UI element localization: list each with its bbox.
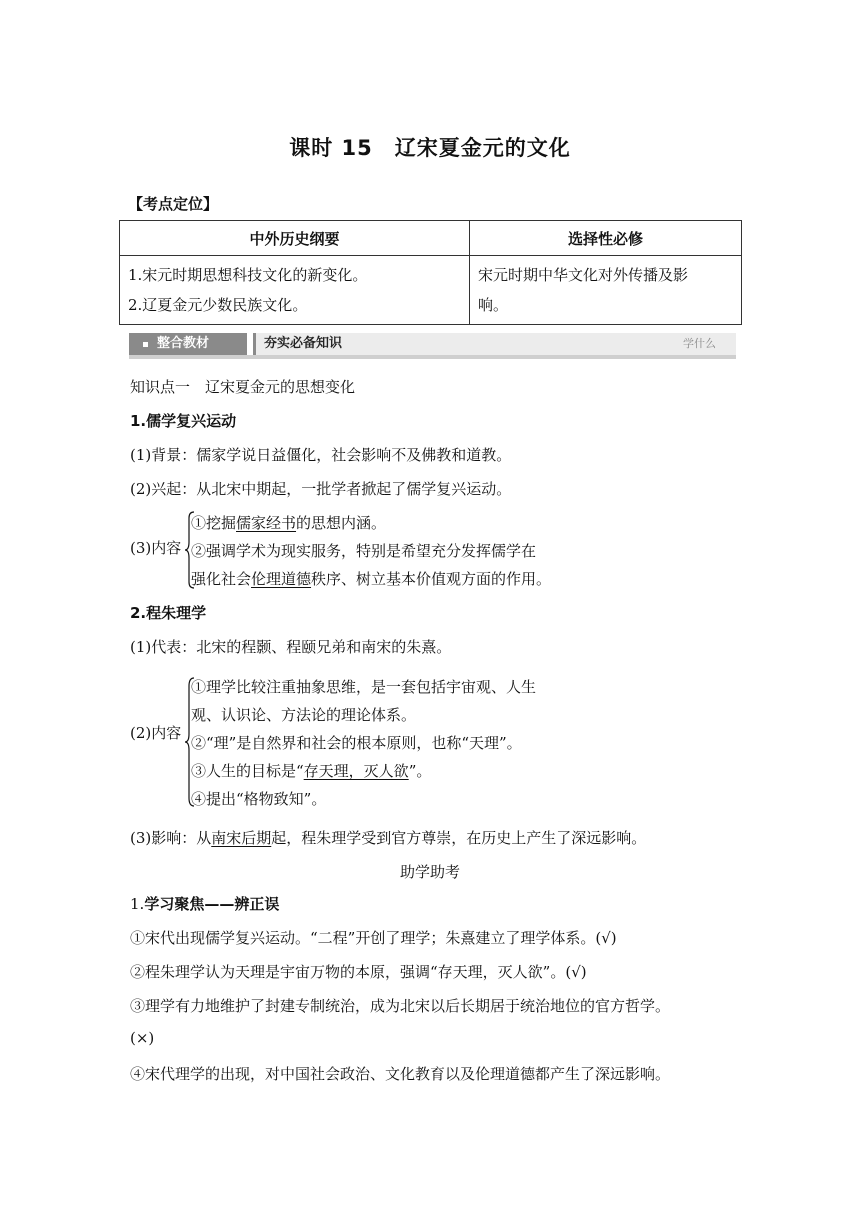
- banner-tag-text: 整合教材: [157, 336, 210, 351]
- content-item: ①理学比较注重抽象思维，是一套包括宇宙观、人生: [191, 678, 537, 696]
- table-cell: [470, 256, 742, 325]
- page-title: 课时 15 辽宋夏金元的文化: [289, 136, 571, 160]
- rise-line: (2)兴起：从北宋中期起，一批学者掀起了儒学复兴运动。: [130, 480, 512, 498]
- judgment-item: ①宋代出现儒学复兴运动。“二程”开创了理学；朱熹建立了理学体系。(√): [130, 929, 617, 947]
- table-row: [120, 256, 742, 325]
- judgment-item-cont: (×): [130, 1029, 155, 1047]
- cell-line: 响。: [478, 296, 509, 314]
- square-bullet-icon: [143, 342, 148, 347]
- judgment-item: ④宋代理学的出现，对中国社会政治、文化教育以及伦理道德都产生了深远影响。: [130, 1065, 671, 1083]
- underlined-term: 南宋后期: [211, 829, 272, 847]
- content-item: ②“理”是自然界和社会的根本原则，也称“天理”。: [191, 734, 522, 752]
- banner-body: [253, 333, 736, 355]
- cell-line: 1.宋元时期思想科技文化的新变化。: [128, 266, 368, 284]
- table-header-cell: 选择性必修: [470, 221, 742, 256]
- zhuxue-title: 助学助考: [399, 863, 460, 881]
- content-item: ③人生的目标是“存天理，灭人欲”。: [191, 762, 432, 780]
- underlined-term: 伦理道德: [251, 570, 312, 588]
- banner-tag: [129, 333, 247, 355]
- banner-main-text: 夯实必备知识: [264, 336, 343, 351]
- judgment-item: ②程朱理学认为天理是宇宙万物的本原，强调“存天理，灭人欲”。(√): [130, 963, 587, 981]
- content-label: (3)内容: [130, 539, 182, 557]
- content-item: ①挖掘儒家经书的思想内涵。: [191, 514, 387, 532]
- banner-shadow: [129, 355, 736, 359]
- content-item: 观、认识论、方法论的理论体系。: [191, 706, 417, 724]
- judgment-item: ③理学有力地维护了封建专制统治，成为北宋以后长期居于统治地位的官方哲学。: [130, 997, 671, 1015]
- knowledge-point-heading: 知识点一 辽宋夏金元的思想变化: [130, 378, 356, 396]
- table-cell: [120, 256, 470, 325]
- content-label: (2)内容: [130, 724, 182, 742]
- kaodian-table: [119, 220, 742, 325]
- subsection-title: 1.儒学复兴运动: [130, 412, 237, 430]
- banner-aside-text: 学什么: [683, 337, 716, 350]
- content-item: ②强调学术为现实服务，特别是希望充分发挥儒学在: [191, 542, 537, 560]
- influence-line: (3)影响：从南宋后期起，程朱理学受到官方尊崇，在历史上产生了深远影响。: [130, 829, 647, 847]
- section-banner: [129, 333, 736, 359]
- background-line: (1)背景：儒家学说日益僵化，社会影响不及佛教和道教。: [130, 446, 512, 464]
- representative-line: (1)代表：北宋的程颢、程颐兄弟和南宋的朱熹。: [130, 638, 452, 656]
- content-item: ④提出“格物致知”。: [191, 790, 327, 808]
- kaodian-label: 【考点定位】: [128, 195, 219, 213]
- cell-line: 2.辽夏金元少数民族文化。: [128, 296, 308, 314]
- cell-line: 宋元时期中华文化对外传播及影: [478, 266, 689, 284]
- subsection-title: 2.程朱理学: [130, 604, 207, 622]
- zhuxue-heading: 1.学习聚焦——辨正误: [130, 895, 280, 913]
- table-header-cell: 中外历史纲要: [120, 221, 470, 256]
- content-item: 强化社会伦理道德秩序、树立基本价值观方面的作用。: [191, 570, 552, 588]
- underlined-term: 存天理，灭人欲: [303, 762, 409, 780]
- table-header-row: [120, 221, 742, 256]
- underlined-term: 儒家经书: [236, 514, 297, 532]
